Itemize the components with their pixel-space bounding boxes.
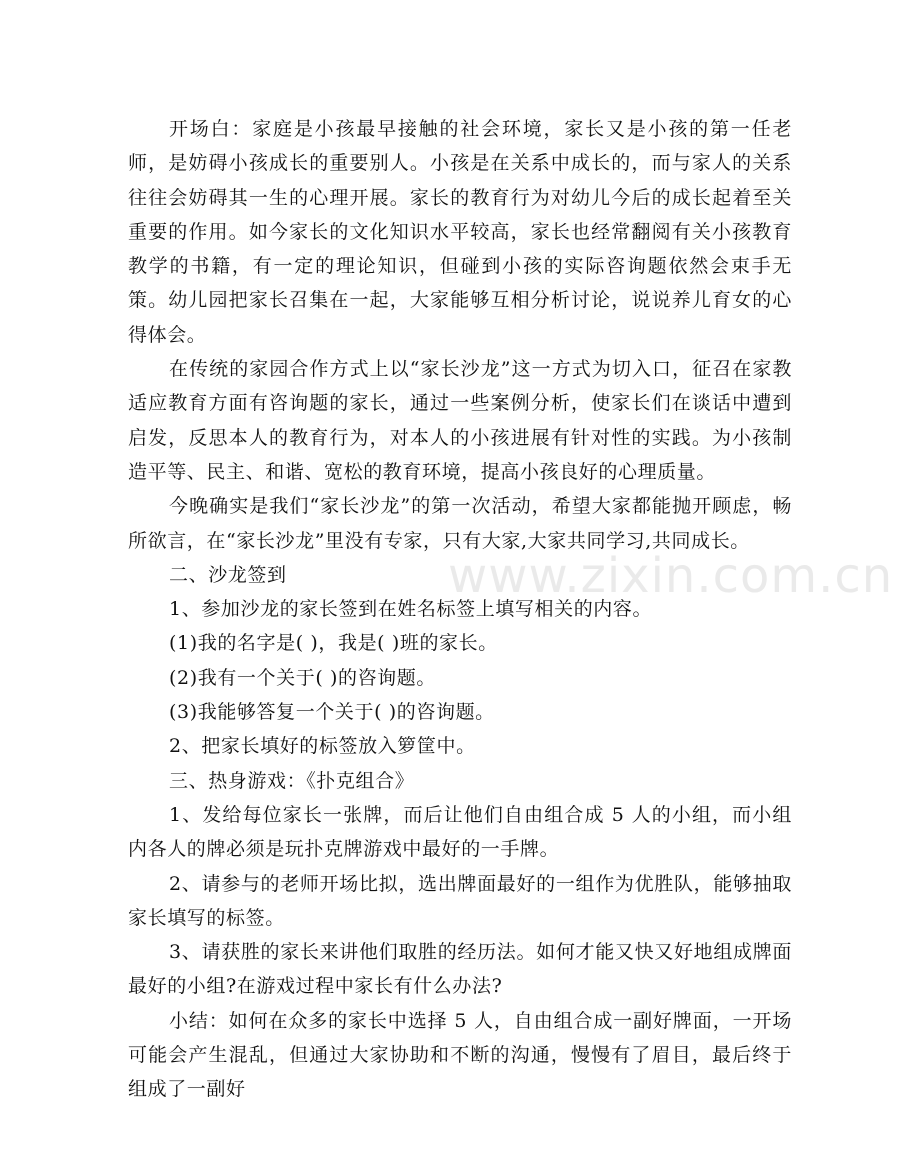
section-heading-warmup-game: 三、热身游戏：《扑克组合》 — [169, 769, 415, 792]
list-item-game-3: 3、请获胜的家长来讲他们取胜的经历法。如何才能又快又好地组成牌面最好的小组?在游戏过程中家长有什么办法? — [128, 941, 792, 998]
paragraph-salon-approach: 在传统的家园合作方式上以“家长沙龙”这一方式为切入口，征召在家教适应教育方面有咨询题的家长，通过一些案例分析，使家长们在谈话中遭到启发，反思本人的教育行为，对本人的小孩进展有针对性的实践。为小孩制造平等、民主、和谐、宽松的教育环境，提高小孩良好的心理质量。 — [128, 358, 792, 483]
watermark: www.zixin.com.cn — [448, 548, 894, 604]
paragraph-summary: 小结：如何在众多的家长中选择 5 人，自由组合成一副好牌面，一开场可能会产生混乱，但通过大家协助和不断的沟通，慢慢有了眉目，最后终于组成了一副好 — [128, 1009, 792, 1101]
section-heading-sign-in: 二、沙龙签到 — [169, 563, 287, 586]
list-item-name-tag-2: (2)我有一个关于( )的咨询题。 — [169, 666, 436, 689]
list-item-game-1: 1、发给每位家长一张牌，而后让他们自由组合成 5 人的小组，而小组内各人的牌必须是玩扑克牌游戏中最好的一手牌。 — [128, 803, 792, 861]
paragraph-opening-remarks: 开场白：家庭是小孩最早接触的社会环境，家长又是小孩的第一任老师，是妨碍小孩成长的重要别人。小孩是在关系中成长的，而与家人的关系往往会妨碍其一生的心理开展。家长的教育行为对幼儿今后的成长起着至关重要的作用。如今家长的文化知识水平较高，家长也经常翻阅有关小孩教育教学的书籍，有一定的理论知识，但碰到小孩的实际咨询题依然会束手无策。幼儿园把家长召集在一起，大家能够互相分析讨论，说说养儿育女的心得体会。 — [128, 118, 792, 346]
list-item-sign-in-2: 2、把家长填好的标签放入箩筐中。 — [169, 735, 476, 758]
list-item-sign-in-1: 1、参加沙龙的家长签到在姓名标签上填写相关的内容。 — [169, 598, 653, 621]
list-item-game-2: 2、请参与的老师开场比拟，选出牌面最好的一组作为优胜队，能够抽取家长填写的标签。 — [128, 872, 792, 929]
paragraph-tonight-activity: 今晚确实是我们“家长沙龙”的第一次活动，希望大家都能抛开顾虑，畅所欲言，在“家长沙龙”里没有专家，只有大家,大家共同学习,共同成长。 — [128, 495, 792, 552]
list-item-name-tag-1: (1)我的名字是( )，我是( )班的家长。 — [169, 632, 498, 655]
list-item-name-tag-3: (3)我能够答复一个关于( )的咨询题。 — [169, 701, 495, 724]
document-body — [128, 112, 894, 1107]
